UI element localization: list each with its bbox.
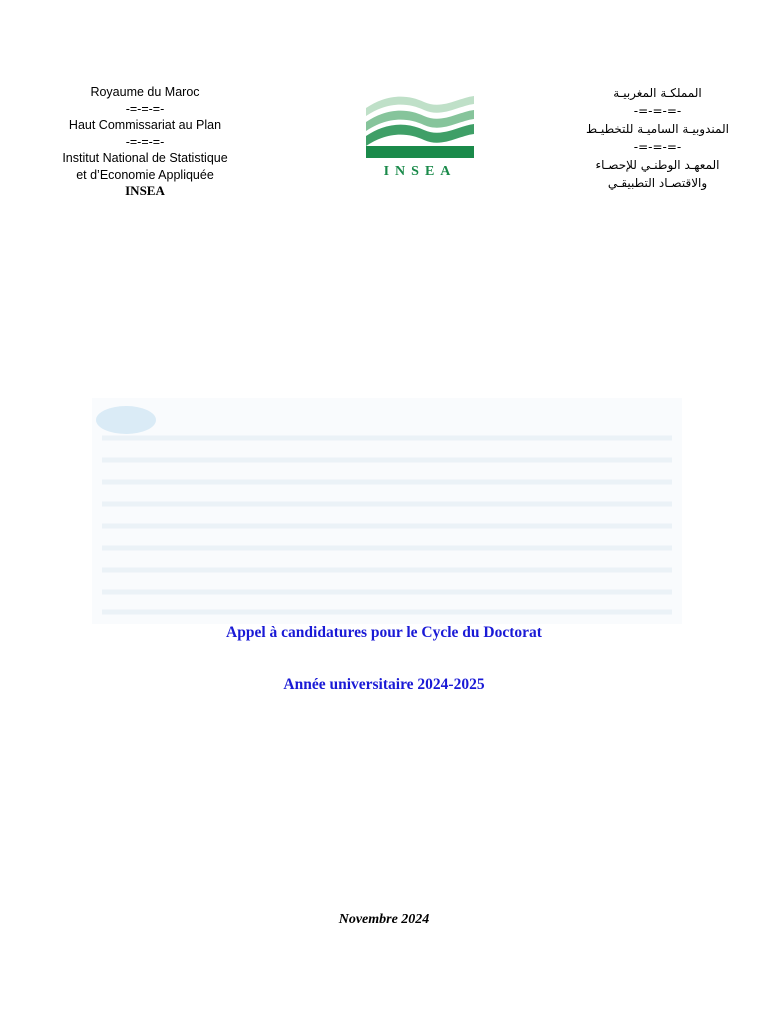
faint-watermark bbox=[92, 398, 682, 624]
separator: -=-=-=- bbox=[633, 104, 682, 118]
kingdom-ar: المملكـة المغربيـة bbox=[613, 86, 702, 100]
kingdom-fr: Royaume du Maroc bbox=[90, 85, 200, 99]
logo-text: INSEA bbox=[383, 164, 457, 179]
institute-ar-line2: والاقتصـاد التطبيقـي bbox=[607, 176, 708, 190]
separator: -=-=-=- bbox=[125, 101, 165, 116]
publication-date: Novembre 2024 bbox=[338, 912, 430, 927]
institute-fr-line1: Institut National de Statistique bbox=[62, 151, 228, 165]
institute-fr-line2: et d’Economie Appliquée bbox=[76, 167, 214, 182]
separator: -=-=-=- bbox=[125, 134, 165, 149]
commission-ar: المندوبيـة الساميـة للتخطيـط bbox=[586, 122, 729, 136]
header-arabic bbox=[560, 84, 755, 192]
insea-logo-icon bbox=[362, 88, 478, 180]
insea-logo bbox=[362, 88, 478, 180]
institute-acronym: INSEA bbox=[125, 183, 165, 198]
header-french bbox=[40, 84, 250, 200]
watermark-texture bbox=[92, 398, 682, 624]
institute-ar-line1: المعهـد الوطنـي للإحصـاء bbox=[595, 158, 720, 172]
academic-year: Année universitaire 2024-2025 bbox=[283, 676, 485, 693]
separator: -=-=-=- bbox=[633, 140, 682, 154]
page-title: Appel à candidatures pour le Cycle du Doctorat bbox=[226, 624, 542, 641]
commission-fr: Haut Commissariat au Plan bbox=[68, 118, 222, 132]
